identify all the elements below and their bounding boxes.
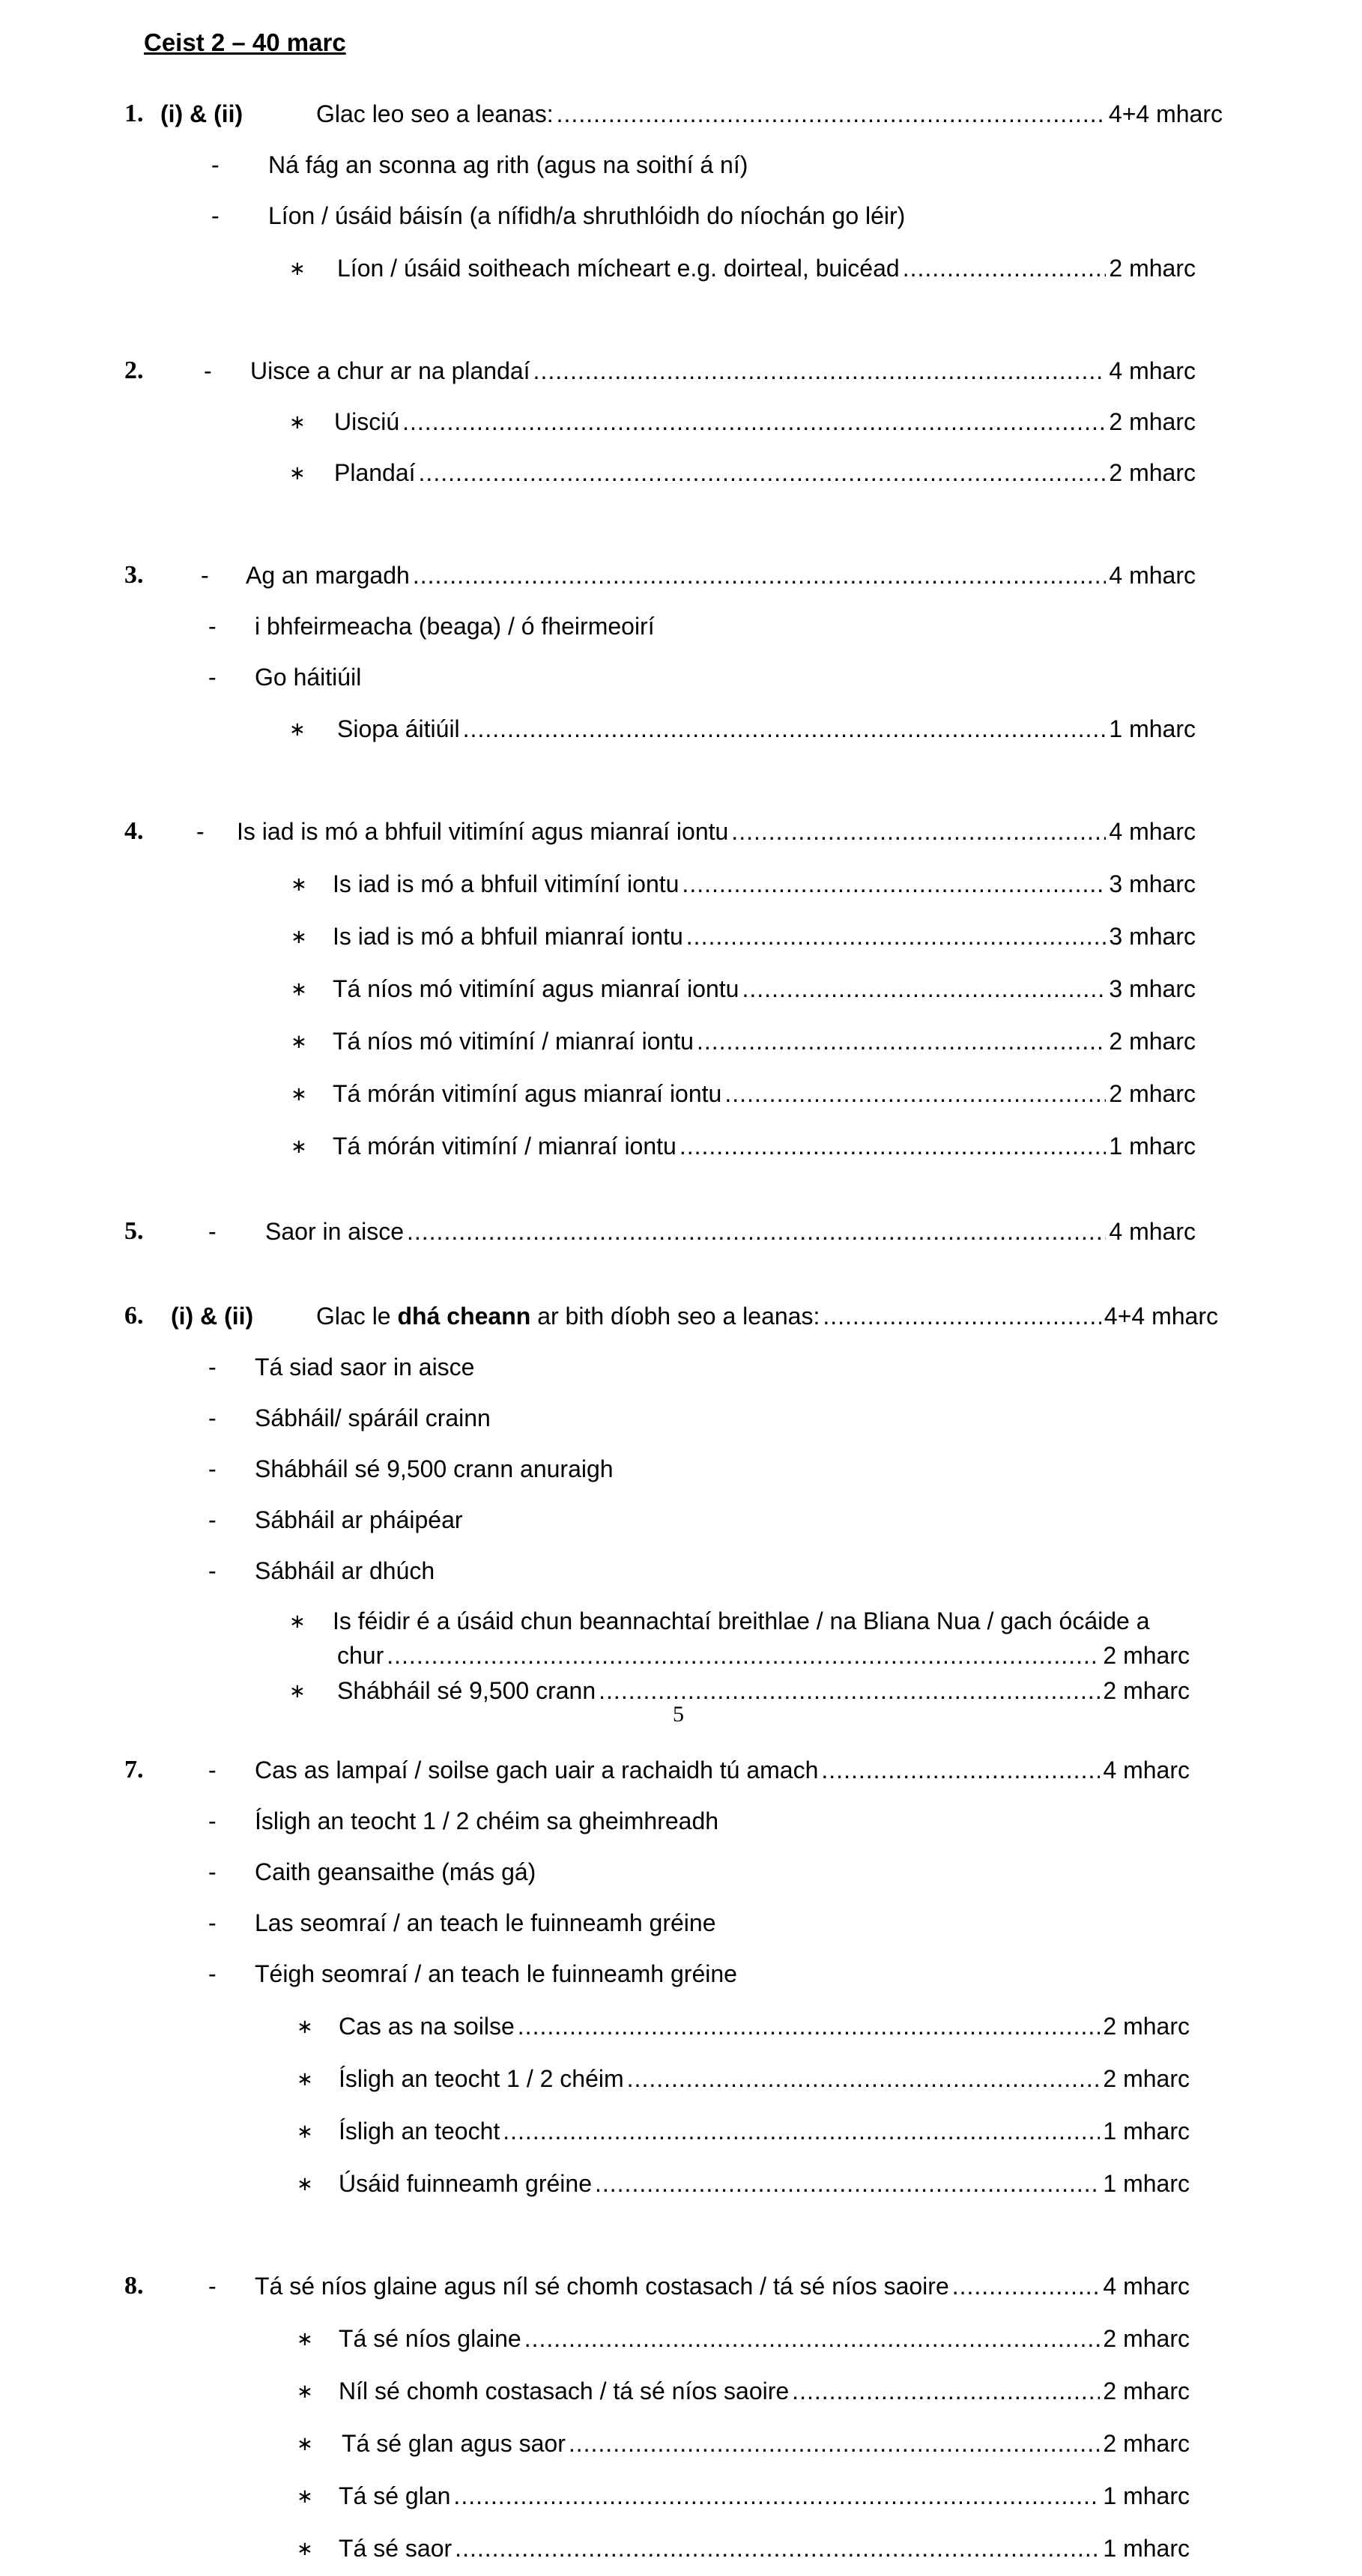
dash-bullet: - (208, 1807, 217, 1834)
q1-main-text: Glac leo seo a leanas: (316, 100, 554, 127)
leader-dots (557, 97, 1106, 130)
leader-dots (595, 2167, 1100, 2200)
q8-number: 8. (124, 2272, 144, 2300)
q2-star-2-mark: 2 mharc (1109, 459, 1196, 486)
asterisk-icon: ∗ (289, 257, 306, 279)
q2-main-text: Uisce a chur ar na plandaí (250, 357, 530, 384)
dash-bullet: - (208, 1757, 217, 1783)
q7-star-3-text: Ísligh an teocht (339, 2118, 500, 2145)
leader-dots (686, 920, 1107, 953)
q6-bullet-5-text: Sábháil ar dhúch (255, 1557, 435, 1584)
dash-bullet: - (208, 1354, 217, 1381)
q1-star-text: Líon / úsáid soitheach mícheart e.g. doirteal, buicéad (337, 255, 900, 282)
leader-dots (453, 2479, 1100, 2512)
q4-star-5-text: Tá mórán vitimíní agus mianraí iontu (333, 1080, 722, 1107)
asterisk-icon: ∗ (297, 2172, 313, 2195)
q1-sub-label: (i) & (ii) (160, 100, 243, 127)
q4-main-text: Is iad is mó a bhfuil vitimíní agus mianraí iontu (237, 818, 729, 845)
dash-bullet: - (208, 1858, 217, 1885)
asterisk-icon: ∗ (297, 2537, 313, 2560)
q4-main-mark: 4 mharc (1109, 818, 1196, 845)
leader-dots (503, 2115, 1100, 2148)
q7-bullet-4-text: Téigh seomraí / an teach le fuinneamh gréine (255, 1960, 737, 1987)
q4-star-3-mark: 3 mharc (1109, 975, 1196, 1002)
q6-bullet-1 (0, 1351, 1362, 1384)
q7-star-1-text: Cas as na soilse (339, 2013, 515, 2040)
asterisk-icon: ∗ (289, 1679, 306, 1702)
q6-number: 6. (124, 1302, 144, 1330)
asterisk-icon: ∗ (297, 2432, 313, 2455)
leader-dots (821, 1754, 1100, 1786)
q4-star-3-text: Tá níos mó vitimíní agus mianraí iontu (333, 975, 739, 1002)
asterisk-icon: ∗ (289, 410, 306, 433)
q8-star-5-mark: 1 mharc (1103, 2535, 1190, 2562)
leader-dots (627, 2062, 1101, 2095)
leader-dots (569, 2427, 1101, 2460)
asterisk-icon: ∗ (297, 2485, 313, 2507)
q6-main-mark: 4+4 mharc (1104, 1303, 1218, 1330)
dash-bullet: - (208, 1557, 217, 1584)
q3-main-line (0, 559, 1362, 592)
q6-main-line (0, 1300, 1362, 1333)
asterisk-icon: ∗ (289, 1610, 306, 1632)
asterisk-icon: ∗ (291, 1030, 307, 1052)
q8-star-2 (0, 2375, 1362, 2407)
dash-bullet: - (204, 357, 212, 384)
q4-star-6-text: Tá mórán vitimíní / mianraí iontu (333, 1133, 677, 1160)
q8-star-3-mark: 2 mharc (1103, 2430, 1190, 2457)
q8-star-5 (0, 2532, 1362, 2565)
q7-star-3-mark: 1 mharc (1103, 2118, 1190, 2145)
leader-dots (724, 1077, 1106, 1110)
dash-bullet: - (208, 2273, 217, 2300)
q1-star-line (0, 252, 1362, 285)
q2-main-line (0, 354, 1362, 387)
q7-star-3 (0, 2115, 1362, 2148)
q8-star-1 (0, 2322, 1362, 2355)
q6-star-1-text-1: Is féidir é a úsáid chun beannachtaí breithlae / na Bliana Nua / gach ócáide a (333, 1607, 1150, 1634)
leader-dots (407, 1215, 1106, 1248)
q7-star-4 (0, 2167, 1362, 2200)
dash-bullet: - (208, 613, 217, 640)
q6-bullet-3 (0, 1452, 1362, 1485)
q7-bullet-2-text: Caith geansaithe (más gá) (255, 1858, 536, 1885)
q8-star-4-mark: 1 mharc (1103, 2482, 1190, 2509)
q6-bullet-3-text: Shábháil sé 9,500 crann anuraigh (255, 1455, 614, 1482)
q7-star-2 (0, 2062, 1362, 2095)
q8-star-4-text: Tá sé glan (339, 2482, 451, 2509)
q3-main-text: Ag an margadh (246, 562, 410, 589)
q1-bullet-1 (0, 148, 1362, 181)
q2-number: 2. (124, 357, 144, 384)
q4-star-5-mark: 2 mharc (1109, 1080, 1196, 1107)
q4-star-1-mark: 3 mharc (1109, 870, 1196, 897)
q5-main-mark: 4 mharc (1109, 1218, 1196, 1245)
q7-bullet-4 (0, 1957, 1362, 1990)
leader-dots (518, 2010, 1101, 2043)
dash-bullet: - (208, 664, 217, 691)
q8-star-4 (0, 2479, 1362, 2512)
leader-dots (463, 712, 1107, 745)
q8-star-1-text: Tá sé níos glaine (339, 2325, 521, 2352)
q1-star-mark: 2 mharc (1109, 255, 1196, 282)
asterisk-icon: ∗ (291, 1082, 307, 1105)
q3-bullet-1 (0, 610, 1362, 643)
section-heading: Ceist 2 – 40 marc (144, 28, 346, 56)
q7-star-1-mark: 2 mharc (1103, 2013, 1190, 2040)
q6-star-1-line-2 (0, 1639, 1362, 1672)
q7-star-2-mark: 2 mharc (1103, 2065, 1190, 2092)
q6-main-pre: Glac le (316, 1303, 391, 1330)
q4-star-5 (0, 1077, 1362, 1110)
asterisk-icon: ∗ (291, 1135, 307, 1157)
leader-dots (402, 405, 1106, 438)
leader-dots (387, 1639, 1100, 1672)
q6-bullet-4 (0, 1503, 1362, 1536)
q2-main-mark: 4 mharc (1109, 357, 1196, 384)
leader-dots (682, 867, 1106, 900)
q3-main-mark: 4 mharc (1109, 562, 1196, 589)
q7-star-4-text: Úsáid fuinneamh gréine (339, 2170, 592, 2197)
q7-star-2-text: Ísligh an teocht 1 / 2 chéim (339, 2065, 624, 2092)
dash-bullet: - (208, 1218, 217, 1245)
asterisk-icon: ∗ (297, 2067, 313, 2090)
q4-star-2-mark: 3 mharc (1109, 923, 1196, 950)
dash-bullet: - (208, 1960, 217, 1987)
q8-main-mark: 4 mharc (1103, 2273, 1190, 2300)
dash-bullet: - (208, 1404, 217, 1431)
q3-number: 3. (124, 561, 144, 589)
leader-dots (413, 559, 1107, 592)
q4-star-1 (0, 867, 1362, 900)
q7-main-text: Cas as lampaí / soilse gach uair a rachaidh tú amach (255, 1757, 819, 1783)
asterisk-icon: ∗ (289, 718, 306, 740)
q4-star-3 (0, 972, 1362, 1005)
asterisk-icon: ∗ (291, 925, 307, 948)
q7-star-1 (0, 2010, 1362, 2043)
leader-dots (419, 456, 1107, 489)
dash-bullet: - (208, 1909, 217, 1936)
q8-star-2-mark: 2 mharc (1103, 2378, 1190, 2404)
q6-star-2-mark: 2 mharc (1103, 1677, 1190, 1704)
q4-main-line (0, 815, 1362, 848)
q1-bullet-2 (0, 199, 1362, 232)
q3-star-line (0, 712, 1362, 745)
leader-dots (742, 972, 1106, 1005)
leader-dots (533, 354, 1107, 387)
q4-star-4 (0, 1025, 1362, 1058)
asterisk-icon: ∗ (297, 2327, 313, 2350)
q2-star-2-text: Plandaí (334, 459, 416, 486)
q5-main-text: Saor in aisce (265, 1218, 404, 1245)
asterisk-icon: ∗ (297, 2015, 313, 2037)
q6-bullet-4-text: Sábháil ar pháipéar (255, 1506, 463, 1533)
q4-number: 4. (124, 817, 144, 845)
q4-star-2-text: Is iad is mó a bhfuil mianraí iontu (333, 923, 683, 950)
q6-main-post: ar bith díobh seo a leanas: (537, 1303, 820, 1330)
q6-bullet-2 (0, 1401, 1362, 1434)
q3-star-mark: 1 mharc (1109, 715, 1196, 742)
leader-dots (792, 2375, 1100, 2407)
asterisk-icon: ∗ (291, 978, 307, 1000)
asterisk-icon: ∗ (297, 2120, 313, 2142)
dash-bullet: - (208, 1455, 217, 1482)
q6-main-bold: dhá cheann (397, 1303, 531, 1330)
q6-sub-label: (i) & (ii) (171, 1303, 254, 1330)
q6-star-1-line-1 (0, 1604, 1362, 1637)
leader-dots (680, 1130, 1107, 1163)
q4-star-4-mark: 2 mharc (1109, 1028, 1196, 1055)
q7-bullet-3 (0, 1906, 1362, 1939)
q7-star-4-mark: 1 mharc (1103, 2170, 1190, 2197)
q7-bullet-3-text: Las seomraí / an teach le fuinneamh gréine (255, 1909, 716, 1936)
q3-bullet-1-text: i bhfeirmeacha (beaga) / ó fheirmeoirí (255, 613, 655, 640)
q8-star-5-text: Tá sé saor (339, 2535, 453, 2562)
dash-bullet: - (208, 1506, 217, 1533)
q8-main-text: Tá sé níos glaine agus níl sé chomh costasach / tá sé níos saoire (255, 2273, 949, 2300)
leader-dots (455, 2532, 1100, 2565)
q3-star-text: Siopa áitiúil (337, 715, 460, 742)
leader-dots (952, 2270, 1101, 2303)
dash-bullet: - (201, 562, 209, 589)
q6-bullet-5 (0, 1554, 1362, 1587)
q2-star-1-text: Uisciú (334, 408, 400, 435)
leader-dots (524, 2322, 1101, 2355)
q7-bullet-1 (0, 1804, 1362, 1837)
q6-star-1-text-2: chur (337, 1642, 384, 1669)
q1-main-line (0, 97, 1362, 130)
q7-bullet-2 (0, 1855, 1362, 1888)
q2-star-2 (0, 456, 1362, 489)
q8-star-3 (0, 2427, 1362, 2460)
q7-bullet-1-text: Ísligh an teocht 1 / 2 chéim sa gheimhreadh (255, 1807, 719, 1834)
q8-star-3-text: Tá sé glan agus saor (342, 2430, 566, 2457)
asterisk-icon: ∗ (291, 873, 307, 895)
q4-star-6 (0, 1130, 1362, 1163)
q4-star-6-mark: 1 mharc (1109, 1133, 1196, 1160)
leader-dots (823, 1300, 1101, 1333)
q5-number: 5. (124, 1217, 144, 1245)
q4-star-4-text: Tá níos mó vitimíní / mianraí iontu (333, 1028, 694, 1055)
asterisk-icon: ∗ (289, 461, 306, 484)
q3-bullet-2-text: Go háitiúil (255, 664, 362, 691)
q7-main-mark: 4 mharc (1103, 1757, 1190, 1783)
q3-bullet-2 (0, 661, 1362, 694)
q6-star-1-mark: 2 mharc (1103, 1642, 1190, 1669)
q6-bullet-2-text: Sábháil/ spáráil crainn (255, 1404, 491, 1431)
q5-main-line (0, 1215, 1362, 1248)
leader-dots (903, 252, 1107, 285)
page-number: 5 (673, 1702, 684, 1727)
dash-bullet: - (211, 202, 220, 229)
asterisk-icon: ∗ (297, 2380, 313, 2402)
q6-star-2-text: Shábháil sé 9,500 crann (337, 1677, 596, 1704)
q7-main-line (0, 1754, 1362, 1786)
q4-star-2 (0, 920, 1362, 953)
q7-number: 7. (124, 1756, 144, 1783)
dash-bullet: - (196, 818, 205, 845)
q4-star-1-text: Is iad is mó a bhfuil vitimíní iontu (333, 870, 680, 897)
q2-star-1 (0, 405, 1362, 438)
leader-dots (697, 1025, 1106, 1058)
q8-star-2-text: Níl sé chomh costasach / tá sé níos saoire (339, 2378, 790, 2404)
q8-star-1-mark: 2 mharc (1103, 2325, 1190, 2352)
q2-star-1-mark: 2 mharc (1109, 408, 1196, 435)
q1-bullet-1-text: Ná fág an sconna ag rith (agus na soithí á ní) (268, 151, 748, 178)
q6-bullet-1-text: Tá siad saor in aisce (255, 1354, 475, 1381)
dash-bullet: - (211, 151, 220, 178)
q1-number: 1. (124, 100, 144, 127)
q8-main-line (0, 2270, 1362, 2303)
q1-bullet-2-text: Líon / úsáid báisín (a nífidh/a shruthlóidh do níochán go léir) (268, 202, 906, 229)
leader-dots (731, 815, 1106, 848)
q1-main-mark: 4+4 mharc (1108, 100, 1223, 127)
